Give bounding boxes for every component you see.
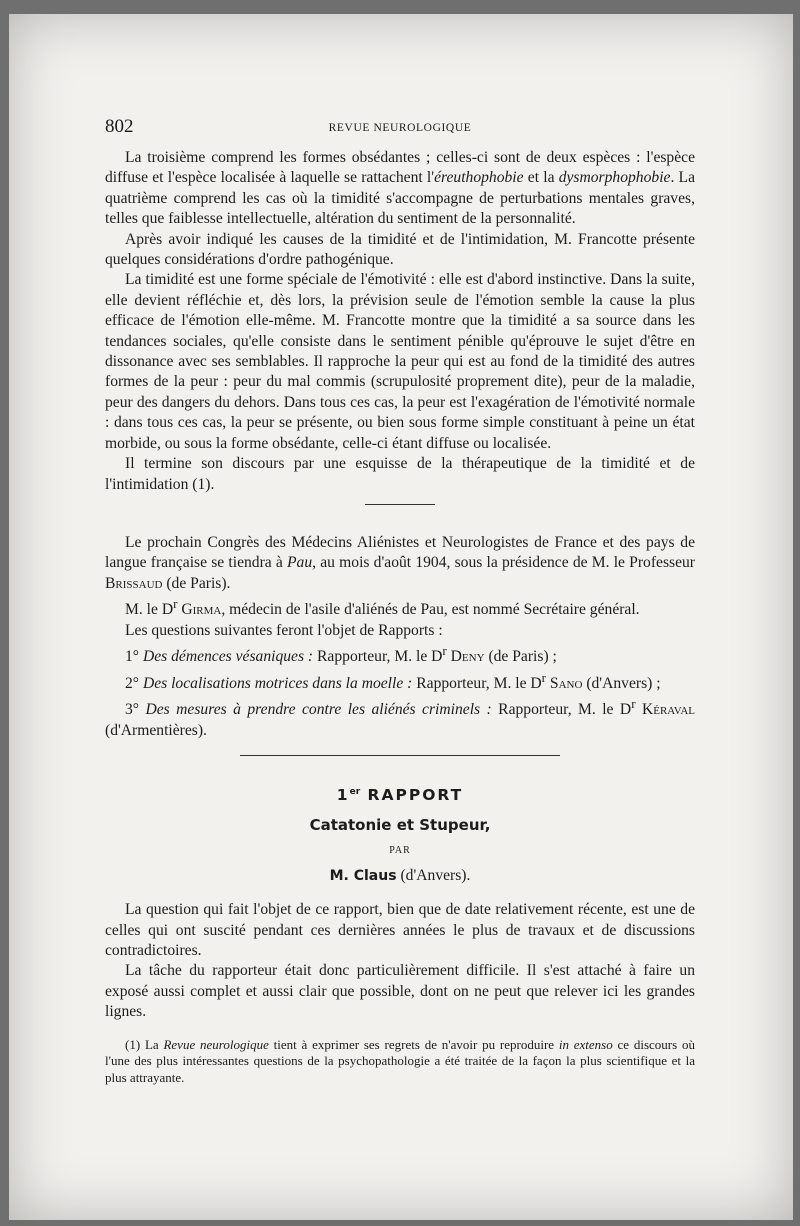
report-subtitle: Catatonie et Stupeur, [309,815,491,834]
section-divider [365,504,435,505]
paragraph: Après avoir indiqué les causes de la timidité et de l'intimidation, M. Francotte présente quelques considérations d'ordre pathogénique. [105,230,695,269]
section-divider [240,755,560,756]
paragraph: La question qui fait l'objet de ce rapport, bien que de date relativement récente, est une de celles qui ont suscité pendant ces dernières années le plus de travaux et de discussions contradictoires. [105,901,695,959]
paragraph: La troisième comprend les formes obsédantes ; celles-ci sont de deux espèces : l'espèce diffuse et l'espèce localisée à laquelle se rattachent l'éreuthophobie et la dysmorphophobie. La quatrième comprend les cas où la timidité s'accompagne de perturbations mentales graves, telles que faiblesse intellectuelle, altération du sentiment de la personnalité. [105,149,696,228]
article-body [105,148,695,1087]
report-heading: 1er RAPPORT [336,786,464,805]
footnote: (1) La Revue neurologique tient à exprimer ses regrets de n'avoir pu reproduire in extenso ce discours où l'une des plus intéressantes questions de la psychopathologie a été traitée de la façon la plus scientifique et la plus attrayante. [105,1036,695,1086]
journal-page [9,14,793,1220]
list-item: 2° Des localisations motrices dans la moelle : Rapporteur, M. le $D^r$ Sano (d'Anvers) ; [125,669,661,692]
list-item: 1° Des démences vésaniques : Rapporteur, M. le $D^r$ Deny (de Paris) ; [125,643,557,666]
paragraph: M. le $D^r$ Girma, médecin de l'asile d'aliénés de Pau, est nommé Secrétaire général. [125,596,640,619]
list-item: 3° Des mesures à prendre contre les aliénés criminels : Rapporteur, M. le $D^r$ Kéraval (d'Armentières). [105,696,696,739]
report-author: M. Claus (d'Anvers). [329,866,471,884]
paragraph: Le prochain Congrès des Médecins Aliénistes et Neurologistes de France et des pays de langue française se tiendra à Pau, au mois d'août 1904, sous la présidence de M. le Professeur Brissaud (de Paris). [105,533,695,592]
paragraph: La timidité est une forme spéciale de l'émotivité : elle est d'abord instinctive. Dans la suite, elle devient réfléchie et, dès lors, la prévision seule de l'émotion semble la cause la plus efficace de l'émotion elle-même. M. Francotte montre que la timidité a sa source dans les tendances sociales, qu'elle consiste dans le sentiment pénible qu'éprouve le sujet d'être en dissonance avec ses semblables. Il rapproche la peur qui est au fond de la timidité des autres formes de la peur : peur du mal commis (scrupulosité proprement dite), peur de la maladie, peur des dangers du dehors. Dans tous ces cas, la peur est l'exagération de l'émotivité normale : dans tous ces cas, la peur se présente, ou bien sous forme simple constituant à peine un état morbide, ou sous la forme obsédante, celle-ci étant diffuse ou localisée. [105,271,695,452]
page-number: 802 [105,116,134,137]
paragraph: Il termine son discours par une esquisse de la thérapeutique de la timidité et de l'intimidation (1). [105,455,695,493]
running-title: REVUE NEUROLOGIQUE [328,122,472,134]
paragraph: Les questions suivantes feront l'objet de Rapports : [125,621,443,639]
page-header [105,116,695,140]
byline-par: PAR [389,845,411,857]
paragraph: La tâche du rapporteur était donc particulièrement difficile. Il s'est attaché à faire un exposé aussi complet et aussi clair que possible, dont on ne peut que relever ici les grandes lignes. [105,962,695,1021]
